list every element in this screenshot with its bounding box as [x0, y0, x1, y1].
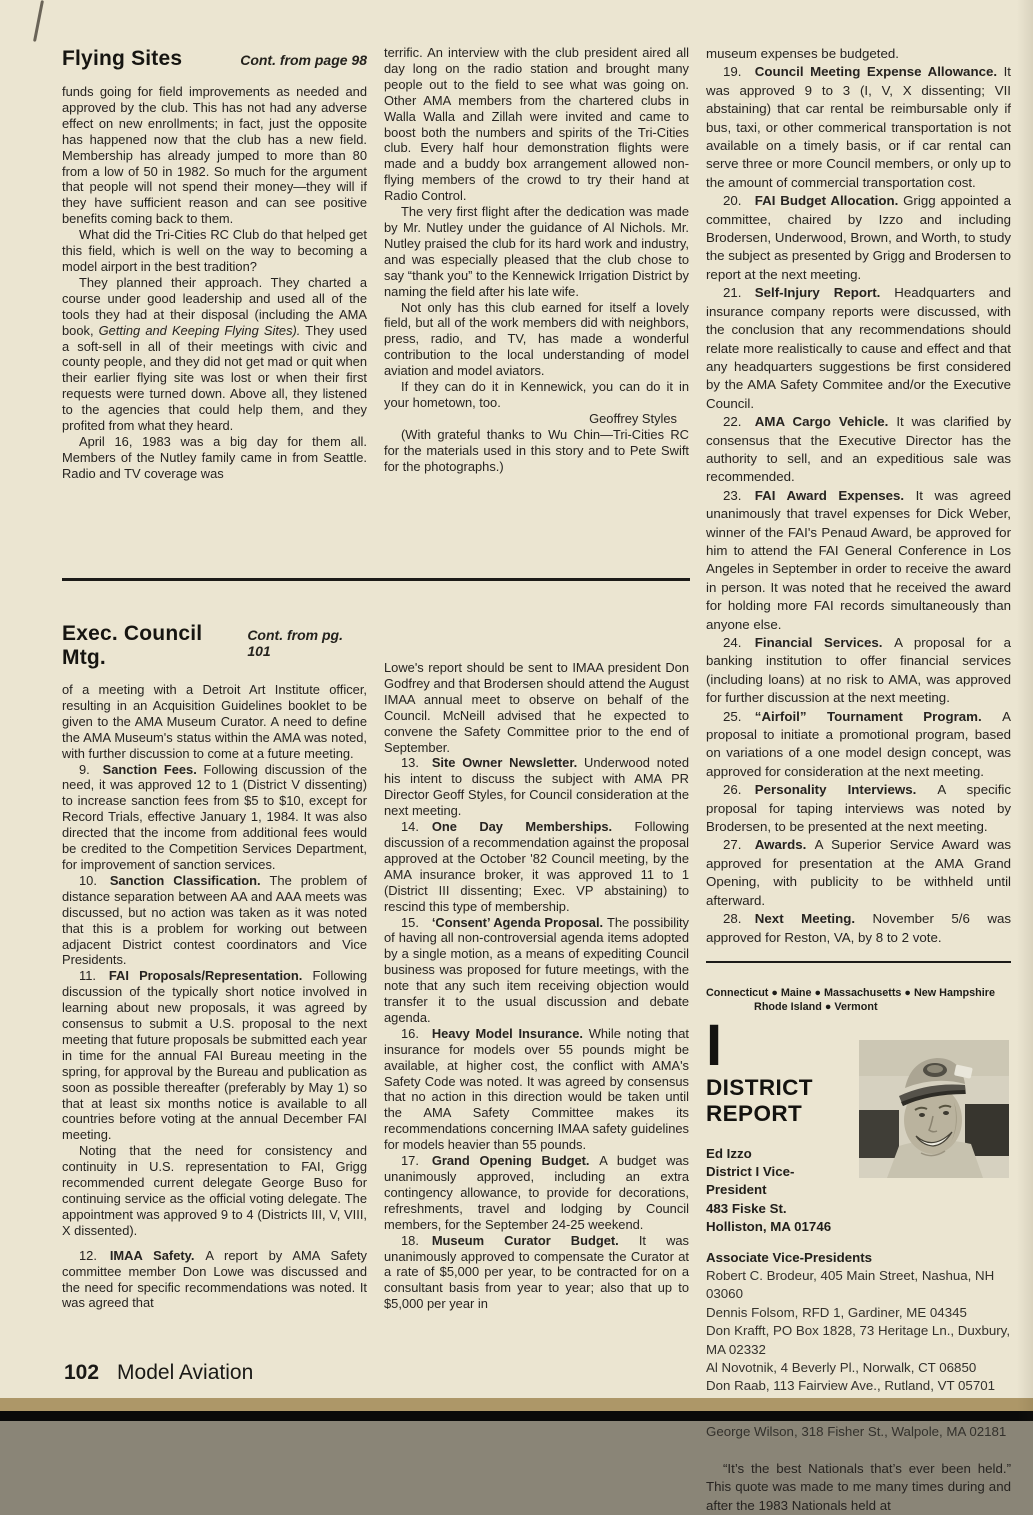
text-run: Al Novotnik, 4 Beverly Pl., Norwalk, CT 06850 — [706, 1360, 977, 1376]
text-run: 19. — [723, 64, 755, 80]
paragraph — [706, 487, 1011, 634]
text-run: 27. — [723, 837, 755, 853]
text-run: “Airfoil” Tournament Program. — [754, 708, 1003, 724]
text-run: District I Vice-President — [706, 1164, 795, 1198]
text-run: Geoffrey Styles — [589, 410, 677, 426]
text-run: November 5/6 was approved for Reston, VA, by 8 to 2 vote. — [706, 911, 1012, 945]
text-run: 26. — [723, 782, 755, 798]
text-run: It was agreed unanimously that travel expenses for Dick Weber, winner of the FAI's Penaud Award, be approved for him to attend the FAI General Conference in Los Angeles in September in order to receive the award in person. It was noted that he received the award for holding more FAI records simultaneously than anyone else. — [706, 487, 1011, 632]
text-run: (With grateful thanks to Wu Chin—Tri-Cities RC for the materials used in this story and to Pete Swift for the photographs.) — [384, 426, 689, 474]
paragraph — [62, 227, 367, 275]
text-run: George Wilson, 318 Fisher St., Walpole, MA 02181 — [706, 1424, 1007, 1440]
page-footer — [64, 1361, 253, 1385]
paragraph — [706, 284, 1011, 413]
paragraph — [706, 1377, 1011, 1395]
text-run: 13. — [401, 755, 432, 771]
text-run: 20. — [723, 193, 755, 209]
flying-sites-title: Flying Sites — [62, 47, 183, 70]
paragraph — [384, 1233, 689, 1313]
text-run: One Day Memberships. — [431, 819, 635, 835]
text-run: 12. — [79, 1247, 110, 1263]
text-run: 21. — [723, 285, 755, 301]
flying-sites-col1-text — [62, 84, 367, 482]
paragraph — [384, 300, 689, 380]
text-run: Following discussion of the typically short notice involved in learning about new proposals, it was agreed by consensus to submit a U.S. proposal to the next meeting that future proposals be submitted each year in time for the annual FAI Bureau meeting in the spring, for approval by the Bureau and publication as soon as possible thereafter (preferably by May 1) so that at least six months notice is available to all countries before voting at the annual December FAI meeting. — [62, 968, 367, 1143]
column-left — [62, 45, 367, 1515]
paragraph — [62, 275, 367, 434]
paragraph — [62, 1143, 367, 1238]
exec-council-continuation-note: Cont. from pg. 101 — [247, 627, 343, 659]
flying-sites-col2-text — [384, 45, 689, 474]
district-report-main — [706, 1013, 1011, 1236]
exec-council-title: Exec. Council Mtg. — [62, 622, 203, 669]
paragraph — [706, 1359, 1011, 1377]
text-run: Grigg appointed a committee, chaired by Izzo and including Brodersen, Underwood, Brown, and Worth, to study the subject as presented by Grigg and Brodersen to report at the next meeting. — [706, 193, 1011, 282]
text-run: Ed Izzo — [706, 1145, 752, 1161]
pen-mark — [33, 0, 44, 42]
text-run: 9. — [79, 761, 103, 777]
paragraph — [706, 910, 1011, 947]
paragraph — [706, 413, 1011, 487]
paragraph — [706, 192, 1011, 284]
text-run: Headquarters and insurance company reports were discussed, with the conclusion that any recommendations should relate more realistically to cause and effect and that any headquarters suggestions be first considered by the AMA Safety Commitee and/or the Executive Council. — [706, 285, 1011, 411]
paragraph — [706, 1304, 1011, 1322]
text-run: 28. — [723, 911, 755, 927]
flying-sites-continuation-note: Cont. from page 98 — [240, 52, 367, 68]
text-run: Underwood noted his intent to discuss the subject with AMA PR Director Geoff Styles, for Council consideration at the next meeting. — [384, 755, 689, 819]
magazine-title: Model Aviation — [117, 1361, 254, 1384]
paragraph — [706, 1423, 1011, 1441]
scan-edge-tan-strip — [0, 1398, 1033, 1411]
exec-council-col1-text — [62, 682, 367, 1311]
district-number-letter: I — [706, 1013, 723, 1079]
text-run: A budget was unanimously approved, including an extra contingency allowance, to provide for decorations, refreshments, travel and lodging by Council members, for the September 24-25 weekend. — [384, 1153, 689, 1232]
district-report-divider-rule — [706, 961, 1011, 964]
text-run: Site Owner Newsletter. — [431, 755, 585, 771]
text-run: funds going for field improvements as needed and approved by the club. This has not had any adverse effect on new enrollments; in fact, just the opposite has happened now that the club has a new field. Membership has already jumped to more than 80 from a low of 50 in 1982. So much for the argument that people will not spend their money—they will if they have sufficient reason and can see positive benefits coming back to them. — [62, 84, 367, 227]
text-run: Sanction Fees. — [102, 761, 204, 777]
text-run: Awards. — [754, 837, 815, 853]
paragraph — [706, 836, 1011, 910]
paragraph — [706, 1249, 1011, 1267]
paragraph — [706, 1145, 853, 1163]
column-middle — [384, 45, 689, 1515]
text-run: 16. — [401, 1025, 432, 1041]
column-right — [706, 45, 1011, 1515]
paragraph — [706, 708, 1011, 782]
text-run: 22. — [723, 414, 755, 430]
paragraph — [706, 63, 1011, 192]
text-run: “It’s the best Nationals that’s ever been held.” This quote was made to me many times during and after the 1983 Nationals held at — [706, 1460, 1011, 1513]
district-states — [706, 987, 1011, 1014]
text-run: The problem of distance separation between AA and AAA meets was discussed, but no action was taken as it was noted that this is a problem for working out between adjacent District contest coordinators and Vice Presidents. — [62, 872, 367, 968]
paragraph — [706, 1267, 1011, 1304]
text-run: ‘Consent’ Agenda Proposal. — [431, 914, 608, 930]
text-run: It was unanimously approved to compensate the Curator at a rate of $5,000 per year, to be contracted for on a consultant basis from year to year; also that up to $5,000 per year in — [384, 1232, 690, 1312]
exec-council-heading-row — [62, 622, 367, 670]
flying-sites-heading-row — [62, 45, 367, 71]
paragraph — [706, 1460, 1011, 1515]
text-run: Associate Vice-Presidents — [706, 1249, 873, 1265]
text-run: Council Meeting Expense Allowance. — [754, 64, 1004, 80]
text-run: Museum Curator Budget. — [431, 1232, 639, 1248]
paragraph — [706, 1218, 853, 1236]
portrait-photo — [859, 1040, 1009, 1178]
paragraph — [62, 873, 367, 968]
district-closing-paragraph — [706, 1460, 1011, 1515]
paragraph — [384, 755, 689, 819]
paragraph — [706, 634, 1011, 708]
exec-council-col3-text — [706, 45, 1011, 947]
text-run: The possibility of having all non-controversial agenda items adopted by a single motion, as a means of expediting Council business was proposed for future meetings, with the note that any such item receiving objection would transfer it to the usual discussion and debate agenda. — [384, 914, 689, 1025]
text-run: of a meeting with a Detroit Art Institute officer, resulting in an Acquisition Guidelines booklet to be given to the AMA Museum Curator. A need to define the AMA Museum's status within the AMA was noted, with further discussion to come at a future meeting. — [62, 682, 367, 761]
district-officer-block — [706, 1145, 853, 1237]
text-run: FAI Award Expenses. — [754, 487, 916, 503]
paragraph — [384, 1153, 689, 1233]
text-run: Don Raab, 113 Fairview Ave., Rutland, VT 05701 — [706, 1378, 996, 1394]
text-run: IMAA Safety. — [109, 1247, 206, 1263]
columns — [62, 45, 1011, 1515]
text-run: Lowe's report should be sent to IMAA president Don Godfrey and that Brodersen should attend the August IMAA annual meet to observe on behalf of the Council. McNeill advised that he expected to convene the Safety Committee prior to the end of September. — [384, 660, 689, 755]
paragraph — [62, 84, 367, 227]
text-run: Dennis Folsom, RFD 1, Gardiner, ME 04345 — [706, 1304, 967, 1320]
signature — [384, 411, 689, 427]
text-run: 483 Fiske St. — [706, 1200, 787, 1216]
paragraph — [62, 434, 367, 482]
text-run: While noting that insurance for models over 55 pounds might be available, at higher cost, the conflict with AMA's Safety Code was noted. It was agreed by consensus that no action in this direction would be taken until the AMA Safety Committee makes its recommendations concerning IMAA safety guidelines for models heavier than 55 pounds. — [384, 1025, 689, 1153]
text-run: AMA Cargo Vehicle. — [754, 414, 897, 430]
paragraph — [384, 379, 689, 411]
flying-sites-col1 — [62, 45, 367, 578]
paragraph — [62, 682, 367, 762]
text-run: Don Krafft, PO Box 1828, 73 Heritage Ln., Duxbury, MA 02332 — [706, 1323, 1011, 1357]
text-run: Not only has this club earned for itself a lovely field, but all of the work members did with neighbors, press, radio, and TV, has made a wonderful contribution to the local understanding of model aviation and model aviators. — [384, 299, 689, 379]
text-run: They planned their approach. They charted a course under good leadership and used all of the tools they had at their disposal (including the AMA book, — [62, 274, 367, 338]
exec-council-col2 — [384, 578, 689, 1312]
text-run: 15. — [401, 914, 432, 930]
text-run: Next Meeting. — [754, 911, 873, 927]
text-run: If they can do it in Kennewick, you can do it in your hometown, too. — [384, 379, 689, 410]
flying-sites-col2 — [384, 45, 689, 578]
paragraph — [384, 1026, 689, 1153]
text-run: It was approved 9 to 3 (I, V, X dissenting; VII abstaining) that car rental be reimbursable only if bus, taxi, or other commerical transportation is not available on a timely basis, or if car rental can serve three or more Council members, or only up to the amount of commercial transportation cost. — [706, 64, 1011, 190]
page-number: 102 — [64, 1361, 100, 1384]
text-run: Noting that the need for consistency and continuity in U.S. representation to FAI, Grigg recommended current delegate George Buso for continuing service as the official voting delegate. The appointment was approved 9 to 4 (Districts III, V, VIII, X dissented). — [62, 1143, 367, 1238]
text-run: A specific proposal for taping interviews was noted by Brodersen, to be presented at the next meeting. — [706, 782, 1011, 835]
paragraph — [62, 762, 367, 873]
text-run: Personality Interviews. — [754, 782, 938, 798]
text-run: 24. — [723, 635, 755, 650]
district-report-left — [706, 1013, 853, 1236]
text-run: Grand Opening Budget. — [431, 1153, 600, 1169]
text-run: A Superior Service Award was approved for presentation at the AMA Grand Opening, with publicity to be withheld until afterward. — [706, 837, 1011, 908]
text-run: 14. — [401, 819, 432, 835]
paragraph — [62, 968, 367, 1143]
text-run: Following discussion of the need, it was approved 12 to 1 (District V dissenting) to increase sanction fees from $5 to $10, except for Record Trials, effective January 1, 1984. It was also directed that the income from additional fees would be credited to the Competition Services Department, for improvement of sanction services. — [62, 761, 367, 872]
scan-edge-black-strip — [0, 1411, 1033, 1421]
paragraph — [706, 781, 1011, 836]
text-run: The very first flight after the dedication was made by Mr. Nutley under the guidance of Al Nichols. Mr. Nutley praised the club for its hard work and industry, and was especially pleased that the club chose to say “thank you” to the Kennewick Irrigation District by naming the field after his late wife. — [384, 204, 689, 299]
text-run: Heavy Model Insurance. — [431, 1025, 589, 1041]
paragraph — [384, 204, 689, 299]
text-run: 11. — [79, 968, 109, 984]
paragraph — [706, 1163, 853, 1200]
text-run: FAI Proposals/Representation. — [108, 968, 313, 984]
paragraph — [706, 45, 1011, 63]
district-states-line1: Connecticut ● Maine ● Massachusetts ● New Hampshire — [706, 987, 995, 1000]
text-run: 23. — [723, 487, 755, 503]
text-run: A report by AMA Safety committee member Don Lowe was discussed and the need for specific recommendations was noted. It was agreed that — [62, 1247, 367, 1311]
district-report-title: DISTRICT REPORT — [706, 1074, 813, 1126]
exec-council-col2-text — [384, 660, 689, 1312]
text-run: A proposal for a banking institution to offer financial services (including loans) at no risk to AMA, was approved for further discussion at the next meeting. — [706, 635, 1011, 706]
text-run: A proposal to initiate a promotional program, based on variations of a one model design concept, was approved for consideration at the next meeting. — [706, 708, 1011, 779]
text-run: It was clarified by consensus that the Executive Director has the authority to sell, and an expeditious sale was recommended. — [706, 414, 1011, 485]
district-report-box — [706, 987, 1011, 1515]
text-run: museum expenses be budgeted. — [706, 46, 899, 61]
exec-council-col1 — [62, 622, 367, 1311]
text-run: Holliston, MA 01746 — [706, 1219, 832, 1235]
text-run: Getting and Keeping Flying Sites). — [98, 322, 301, 338]
text-run: Following discussion of a recommendation against the proposal approved at the October '82 Council meeting, by the AMA insurance broker, it was approved 11 to 1 (District III dissenting; Exec. VP abstaining) to rescind this type of membership. — [384, 819, 689, 914]
text-run: 25. — [723, 708, 755, 724]
paragraph — [706, 1322, 1011, 1359]
paragraph — [384, 45, 689, 204]
text-run: 18. — [401, 1232, 432, 1248]
paragraph — [62, 1248, 367, 1312]
text-run: 10. — [79, 872, 110, 888]
paragraph — [706, 1200, 853, 1218]
text-run: Robert C. Brodeur, 405 Main Street, Nashua, NH 03060 — [706, 1268, 995, 1302]
paragraph — [384, 660, 689, 755]
paragraph — [384, 819, 689, 914]
text-run: April 16, 1983 was a big day for them all. Members of the Nutley family came in from Seattle. Radio and TV coverage was — [62, 433, 367, 481]
paragraph — [384, 915, 689, 1026]
district-states-line2: Rhode Island ● Vermont — [754, 1000, 878, 1013]
text-run: Sanction Classification. — [109, 872, 270, 888]
text-run: FAI Budget Allocation. — [754, 193, 904, 209]
text-run: Self-Injury Report. — [754, 285, 895, 301]
text-run: terrific. An interview with the club president aired all day long on the radio station and brought many people out to the field to see what was going on. Other AMA members from the chartered clubs in Walla Walla and Zillah were invited and came to boost both the numbers and spirits of the Tri-Cities club. Every half hour demonstration flights were made and a buddy box arrangement allowed non-flying members of the crowd to try their hand at Radio Control. — [384, 45, 689, 204]
ed-izzo-photo — [859, 1040, 1009, 1178]
text-run: They used a soft-sell in all of their meetings with civic and county people, and they did not get mad or quit when their earlier flying site was lost or when their first requests were turned down. Above all, they listened to the agencies that could help them, and they profited from what they heard. — [62, 322, 368, 434]
text-run: Financial Services. — [754, 635, 895, 650]
paragraph — [384, 427, 689, 475]
text-run: What did the Tri-Cities RC Club do that helped get this field, which is well on the way to becoming a model airport in the best tradition? — [62, 227, 367, 274]
text-run: 17. — [401, 1153, 432, 1169]
